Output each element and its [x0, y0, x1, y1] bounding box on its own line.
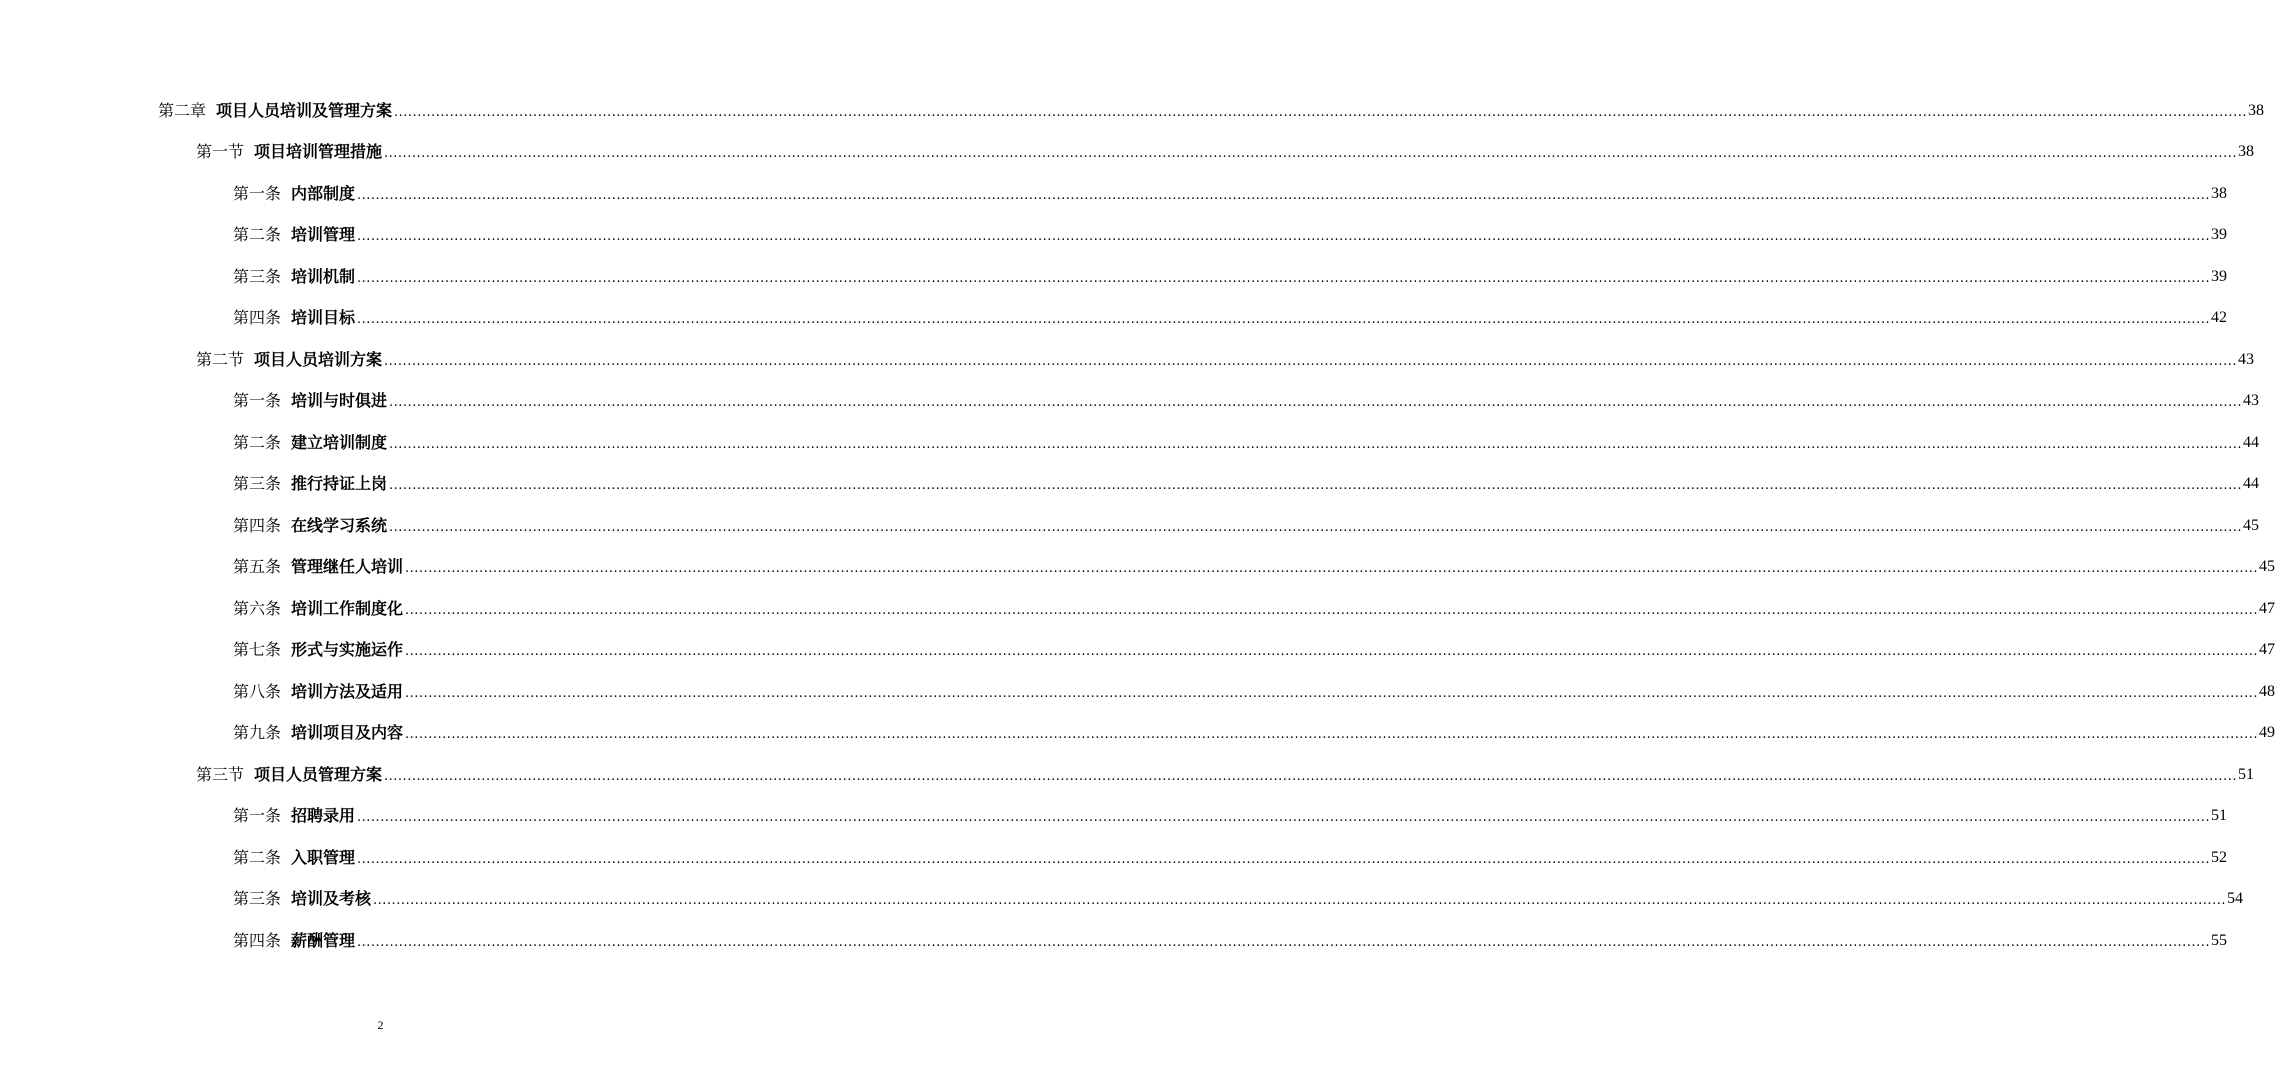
- toc-entry-title: 在线学习系统: [291, 515, 388, 535]
- toc-dot-leader: ................................................................................................................................................................................................................................................................................................................................................................................................................: [357, 187, 2210, 203]
- toc-entry-page: 47: [2258, 599, 2275, 617]
- toc-entry-page: 38: [2237, 143, 2254, 161]
- toc-entry-title: 培训方法及适用: [291, 681, 404, 701]
- toc-entry-page: 42: [2210, 309, 2227, 327]
- toc-dot-leader: ................................................................................................................................................................................................................................................................................................................................................................................................................: [405, 685, 2258, 701]
- toc-entry-page: 51: [2237, 765, 2254, 783]
- toc-dot-leader: ................................................................................................................................................................................................................................................................................................................................................................................................................: [394, 104, 2247, 120]
- toc-entry-number: 第三条: [233, 889, 282, 909]
- toc-entry-number: 第五条: [233, 557, 282, 577]
- toc-dot-leader: ................................................................................................................................................................................................................................................................................................................................................................................................................: [389, 478, 2242, 494]
- toc-entry-page: 39: [2210, 267, 2227, 285]
- toc-entry-title: 项目人员培训方案: [254, 349, 383, 369]
- toc-entry-title: 薪酬管理: [291, 930, 356, 950]
- toc-entry-number: 第三条: [233, 474, 282, 494]
- toc-entry-page: 44: [2242, 433, 2259, 451]
- toc-entry-page: 44: [2242, 475, 2259, 493]
- toc-dot-leader: ................................................................................................................................................................................................................................................................................................................................................................................................................: [405, 602, 2258, 618]
- toc-entry-title: 招聘录用: [291, 806, 356, 826]
- table-of-contents: [0, 90, 2275, 962]
- toc-entry[interactable]: [0, 588, 2275, 630]
- toc-dot-leader: ................................................................................................................................................................................................................................................................................................................................................................................................................: [384, 353, 2237, 369]
- toc-entry-page: 38: [2247, 101, 2264, 119]
- toc-entry-page: 55: [2210, 931, 2227, 949]
- toc-entry-number: 第二节: [196, 349, 245, 369]
- toc-entry-page: 49: [2258, 724, 2275, 742]
- toc-entry-title: 入职管理: [291, 847, 356, 867]
- toc-entry[interactable]: [0, 630, 2275, 672]
- toc-dot-leader: ................................................................................................................................................................................................................................................................................................................................................................................................................: [389, 436, 2242, 452]
- toc-entry[interactable]: [0, 381, 2259, 423]
- toc-entry[interactable]: [0, 256, 2227, 298]
- toc-entry-title: 培训与时俱进: [291, 391, 388, 411]
- toc-entry[interactable]: [0, 547, 2275, 589]
- toc-entry-title: 推行持证上岗: [291, 474, 388, 494]
- toc-entry[interactable]: [0, 339, 2254, 381]
- toc-entry-title: 培训及考核: [291, 889, 372, 909]
- toc-entry-title: 项目人员管理方案: [254, 764, 383, 784]
- toc-dot-leader: ................................................................................................................................................................................................................................................................................................................................................................................................................: [357, 229, 2210, 245]
- toc-dot-leader: ................................................................................................................................................................................................................................................................................................................................................................................................................: [357, 934, 2210, 950]
- toc-entry-number: 第八条: [233, 681, 282, 701]
- toc-entry-number: 第二条: [233, 432, 282, 452]
- toc-entry[interactable]: [0, 173, 2227, 215]
- toc-dot-leader: ................................................................................................................................................................................................................................................................................................................................................................................................................: [384, 768, 2237, 784]
- toc-entry-number: 第一条: [233, 806, 282, 826]
- toc-dot-leader: ................................................................................................................................................................................................................................................................................................................................................................................................................: [357, 312, 2210, 328]
- toc-dot-leader: ................................................................................................................................................................................................................................................................................................................................................................................................................: [357, 270, 2210, 286]
- toc-dot-leader: ................................................................................................................................................................................................................................................................................................................................................................................................................: [384, 146, 2237, 162]
- toc-entry-number: 第一条: [233, 183, 282, 203]
- toc-dot-leader: ................................................................................................................................................................................................................................................................................................................................................................................................................: [405, 644, 2258, 660]
- toc-entry-title: 培训机制: [291, 266, 356, 286]
- toc-entry[interactable]: [0, 132, 2254, 174]
- toc-entry-page: 43: [2242, 392, 2259, 410]
- page-number: 2: [377, 1018, 384, 1032]
- toc-entry[interactable]: [0, 920, 2227, 962]
- toc-entry-page: 39: [2210, 226, 2227, 244]
- toc-entry-page: 38: [2210, 184, 2227, 202]
- toc-entry-page: 51: [2210, 807, 2227, 825]
- toc-entry[interactable]: [0, 215, 2227, 257]
- toc-entry-page: 43: [2237, 350, 2254, 368]
- toc-dot-leader: ................................................................................................................................................................................................................................................................................................................................................................................................................: [389, 395, 2242, 411]
- toc-entry[interactable]: [0, 464, 2259, 506]
- toc-entry-number: 第九条: [233, 723, 282, 743]
- toc-entry-number: 第四条: [233, 308, 282, 328]
- toc-entry-number: 第三节: [196, 764, 245, 784]
- toc-entry-title: 培训管理: [291, 225, 356, 245]
- toc-entry-title: 培训项目及内容: [291, 723, 404, 743]
- toc-entry[interactable]: [0, 879, 2243, 921]
- toc-entry-page: 48: [2258, 682, 2275, 700]
- toc-entry-number: 第三条: [233, 266, 282, 286]
- toc-entry-page: 52: [2210, 848, 2227, 866]
- toc-entry[interactable]: [0, 90, 2264, 132]
- toc-entry-title: 培训工作制度化: [291, 598, 404, 618]
- toc-entry[interactable]: [0, 422, 2259, 464]
- toc-entry[interactable]: [0, 713, 2275, 755]
- toc-dot-leader: ................................................................................................................................................................................................................................................................................................................................................................................................................: [373, 893, 2226, 909]
- toc-entry-title: 形式与实施运作: [291, 640, 404, 660]
- toc-entry-number: 第二条: [233, 225, 282, 245]
- toc-entry-number: 第一节: [196, 142, 245, 162]
- toc-entry-number: 第四条: [233, 930, 282, 950]
- toc-entry[interactable]: [0, 837, 2227, 879]
- toc-dot-leader: ................................................................................................................................................................................................................................................................................................................................................................................................................: [357, 851, 2210, 867]
- toc-entry-number: 第七条: [233, 640, 282, 660]
- toc-dot-leader: ................................................................................................................................................................................................................................................................................................................................................................................................................: [357, 810, 2210, 826]
- toc-dot-leader: ................................................................................................................................................................................................................................................................................................................................................................................................................: [405, 561, 2258, 577]
- toc-entry-title: 项目培训管理措施: [254, 142, 383, 162]
- toc-entry[interactable]: [0, 671, 2275, 713]
- toc-entry-number: 第六条: [233, 598, 282, 618]
- toc-entry-title: 培训目标: [291, 308, 356, 328]
- toc-entry[interactable]: [0, 505, 2259, 547]
- toc-entry-number: 第一条: [233, 391, 282, 411]
- toc-entry-title: 项目人员培训及管理方案: [216, 100, 393, 120]
- toc-entry-page: 47: [2258, 641, 2275, 659]
- toc-entry[interactable]: [0, 796, 2227, 838]
- toc-entry[interactable]: [0, 298, 2227, 340]
- toc-entry-page: 54: [2226, 890, 2243, 908]
- toc-entry-title: 管理继任人培训: [291, 557, 404, 577]
- toc-dot-leader: ................................................................................................................................................................................................................................................................................................................................................................................................................: [389, 519, 2242, 535]
- toc-entry-page: 45: [2242, 516, 2259, 534]
- toc-entry-title: 内部制度: [291, 183, 356, 203]
- toc-entry-number: 第四条: [233, 515, 282, 535]
- toc-entry[interactable]: [0, 754, 2254, 796]
- toc-dot-leader: ................................................................................................................................................................................................................................................................................................................................................................................................................: [405, 727, 2258, 743]
- toc-entry-number: 第二条: [233, 847, 282, 867]
- toc-entry-page: 45: [2258, 558, 2275, 576]
- toc-entry-title: 建立培训制度: [291, 432, 388, 452]
- toc-entry-number: 第二章: [158, 100, 207, 120]
